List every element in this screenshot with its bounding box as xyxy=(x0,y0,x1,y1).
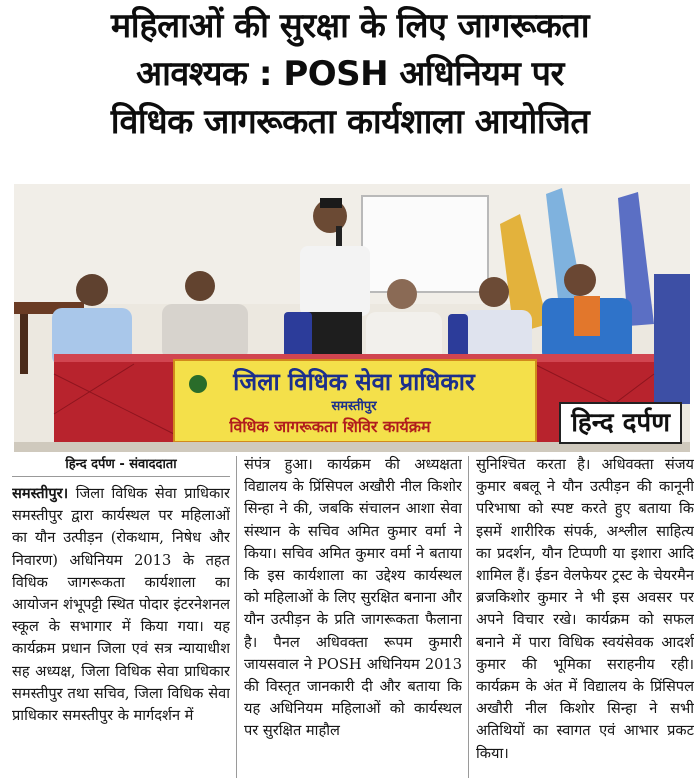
article-column-1 xyxy=(12,454,230,780)
newspaper-masthead: हिन्द दर्पण xyxy=(559,402,682,444)
column-3-text: सुनिश्चित करता है। अधिवक्ता संजय कुमार बबलू ने यौन उत्पीड़न की कानूनी परिभाषा को स्पष्ट करते हुए बताया कि इसमें शारीरिक संपर्क, अश्लील साहित्य का प्रदर्शन, यौन टिप्पणी या इशारा आदि शामिल हैं। ईडन वेलफेयर ट्रस्ट के चेयरमैन ब्रजकिशोर कुमार ने भी इस अवसर पर अपने विचार रखे। कार्यक्रम को सफल बनाने में पारा विधिक स्वयंसेवक आदर्श कुमार की भूमिका सराहनीय रही। कार्यक्रम के अंत में विद्यालय के प्रिंसिपल अखौरी नील किशोर सिन्हा ने सभी अतिथियों का स्वागत एवं आभार प्रकट किया। xyxy=(476,456,694,762)
article-body xyxy=(12,454,694,780)
headline-line-2: आवश्यक : POSH अधिनियम पर xyxy=(136,54,564,94)
dateline: समस्तीपुर। xyxy=(12,485,69,502)
article-column-2 xyxy=(244,454,462,780)
banner-subtitle: समस्तीपुर xyxy=(331,399,377,414)
byline: हिन्द दर्पण - संवाददाता xyxy=(12,454,230,477)
event-photo xyxy=(14,184,690,452)
banner-title: जिला विधिक सेवा प्राधिकार xyxy=(233,368,475,396)
headline xyxy=(0,2,700,146)
headline-line-3: विधिक जागरूकता कार्यशाला आयोजित xyxy=(110,102,590,142)
column-divider xyxy=(236,456,237,778)
column-1-text: जिला विधिक सेवा प्राधिकार समस्तीपुर द्वारा कार्यस्थल पर महिलाओं का यौन उत्पीड़न (रोकथाम, निषेध और निवारण) अधिनियम 2013 के तहत विधिक जागरूकता कार्यशाला का आयोजन शंभूपट्टी स्थित पोदार इंटरनेशनल स्कूल के सभागार में किया गया। यह कार्यक्रम प्रधान जिला एवं सत्र न्यायाधीश सह अध्यक्ष, जिला विधिक सेवा प्राधिकार समस्तीपुर तथा सचिव, जिला विधिक सेवा प्राधिकार समस्तीपुर के मार्गदर्शन में xyxy=(12,485,230,725)
headline-line-1: महिलाओं की सुरक्षा के लिए जागरूकता xyxy=(110,6,590,46)
column-2-text: संपंत्र हुआ। कार्यक्रम की अध्यक्षता विद्यालय के प्रिंसिपल अखौरी नील किशोर सिन्हा ने की, जबकि संचालन आशा सेवा संस्थान के सचिव अमित कुमार वर्मा ने किया। सचिव अमित कुमार वर्मा ने बताया कि इस कार्यशाला का उद्देश्य कार्यस्थल को महिलाओं के लिए सुरक्षित बनाना और यौन उत्पीड़न के प्रति जागरूकता फैलाना है। पैनल अधिवक्ता रूपम कुमारी जायसवाल ने POSH अधिनियम 2013 की विस्तृत जानकारी दी और बताया कि यह अधिनियम महिलाओं को कार्यस्थल पर सुरक्षित माहौल xyxy=(244,456,462,740)
banner-event-line: विधिक जागरूकता शिविर कार्यक्रम xyxy=(229,417,431,436)
column-divider xyxy=(468,456,469,778)
article-column-3 xyxy=(476,454,694,780)
